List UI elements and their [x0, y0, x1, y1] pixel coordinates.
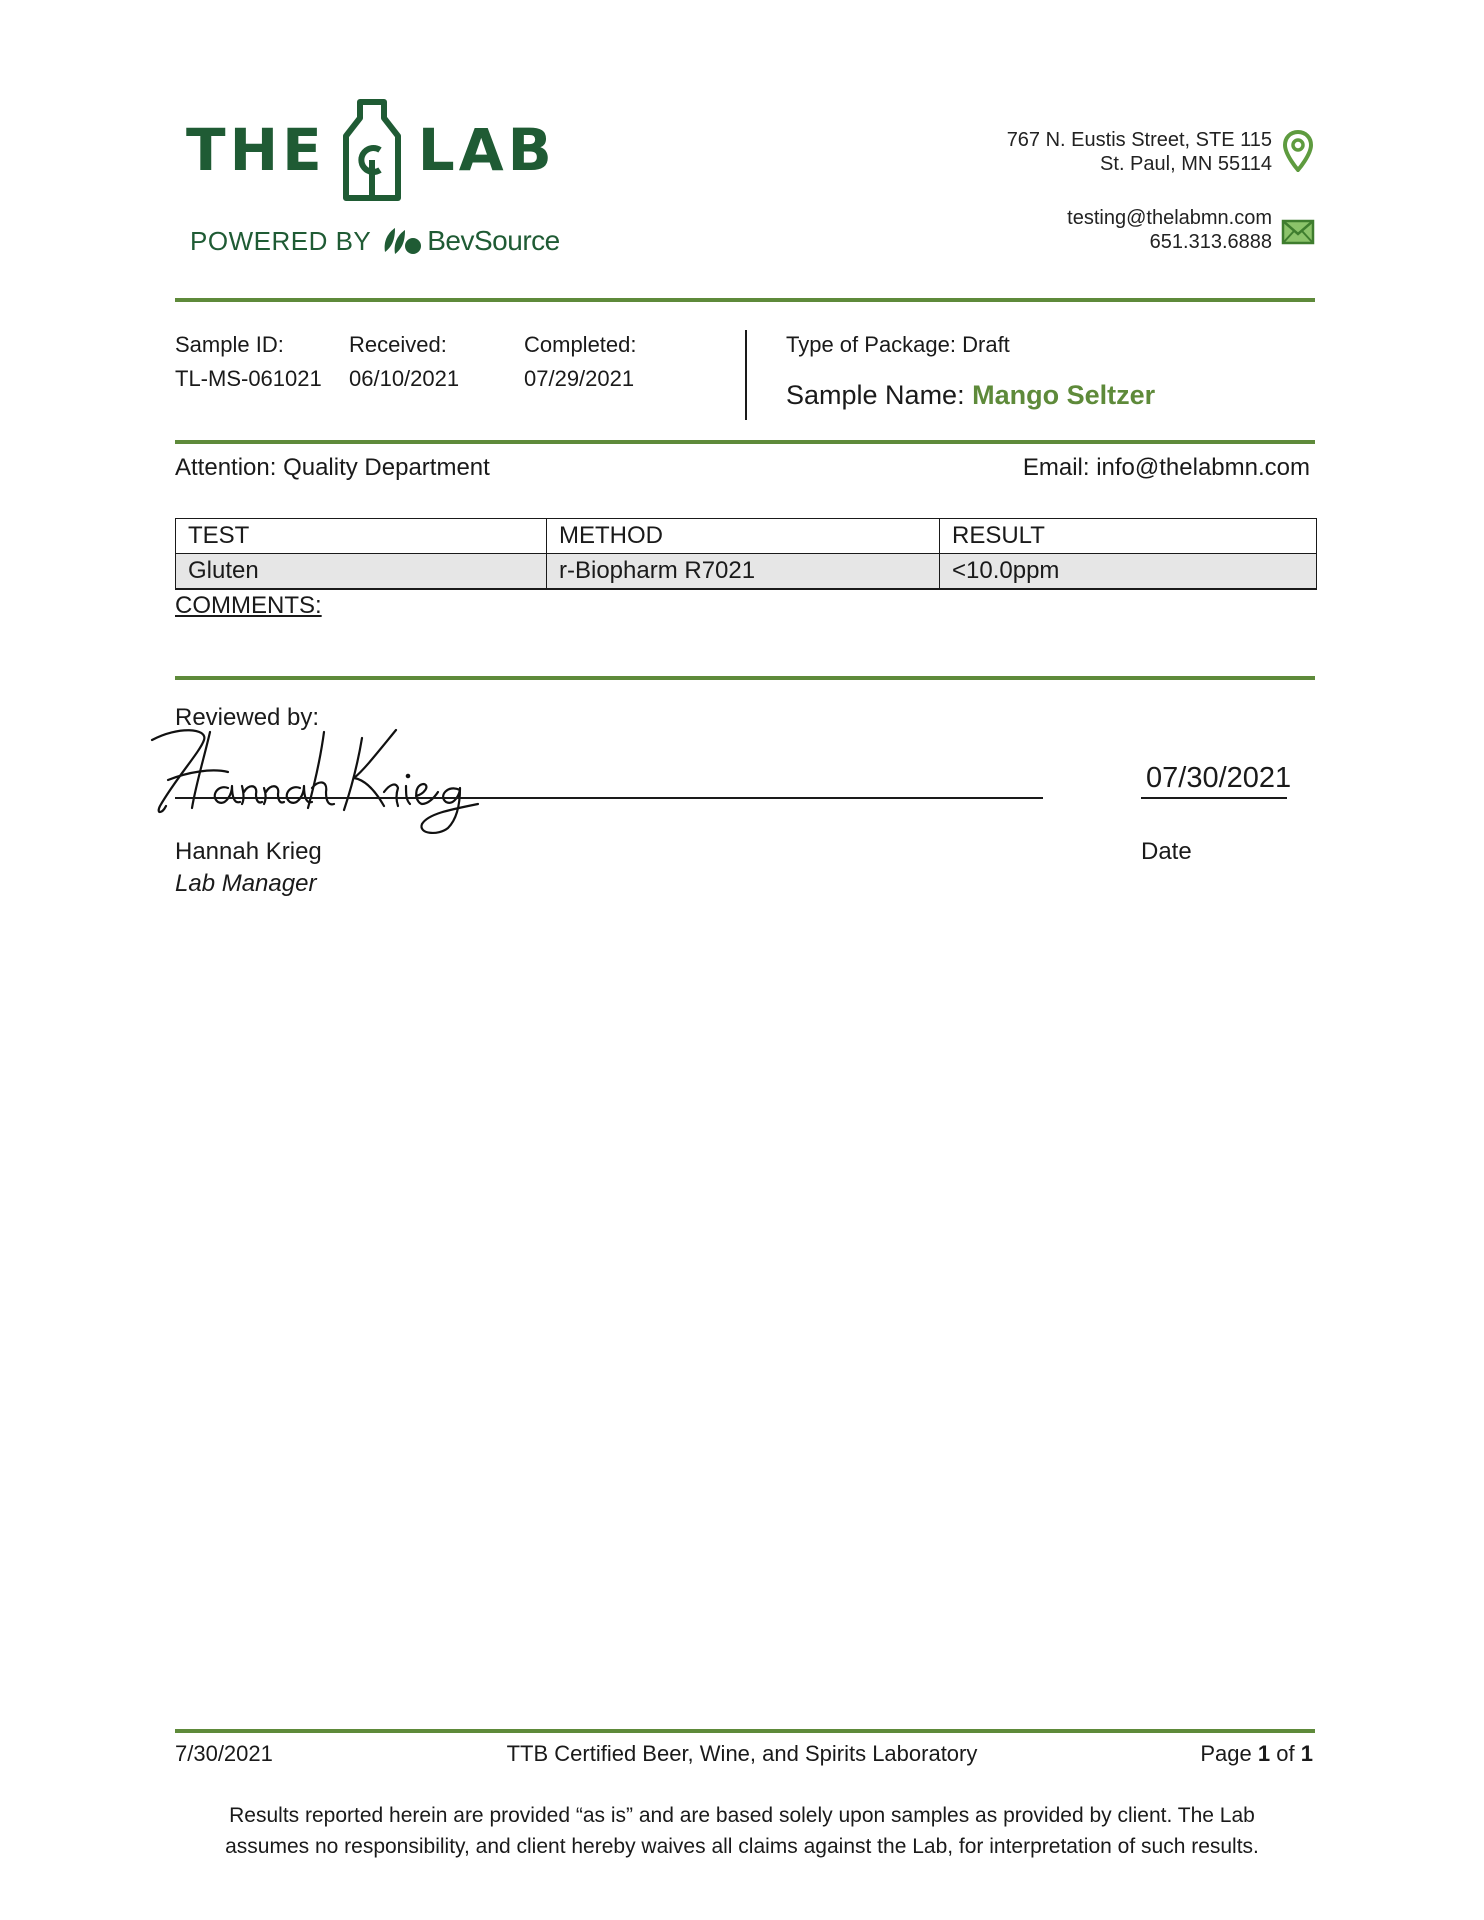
contact-email[interactable]: testing@thelabmn.com	[1067, 207, 1272, 229]
info-divider	[175, 440, 1315, 444]
info-separator	[745, 330, 747, 420]
reviewer-title: Lab Manager	[175, 870, 317, 897]
logo-word-lab: LAB	[417, 116, 556, 184]
address-line1: 767 N. Eustis Street, STE 115	[1006, 129, 1272, 151]
footer-divider	[175, 1729, 1315, 1733]
date-label: Date	[1141, 838, 1192, 865]
bevsource-brand: BevSource	[427, 225, 560, 256]
powered-by	[190, 224, 560, 258]
sample-name: Sample Name: Mango Seltzer	[786, 380, 1156, 410]
results-table	[175, 518, 1317, 590]
cell-method: r-Biopharm R7021	[547, 554, 940, 590]
page-prefix: Page	[1200, 1741, 1252, 1766]
signature-line	[175, 797, 1043, 799]
address-block	[1007, 128, 1272, 176]
sample-name-value: Mango Seltzer	[972, 380, 1156, 410]
attention-text: Attention: Quality Department	[175, 454, 490, 481]
reviewed-by-label: Reviewed by:	[175, 704, 320, 731]
attention-email[interactable]: Email: info@thelabmn.com	[1022, 454, 1310, 481]
package-label: Type of Package:	[786, 332, 956, 357]
address-line2: St. Paul, MN 55114	[1100, 153, 1272, 175]
sample-name-label: Sample Name	[786, 380, 958, 410]
contact-block	[1067, 206, 1272, 254]
disclaimer-line1: Results reported herein are provided “as is” and are based solely upon samples as provided by client. The Lab	[229, 1804, 1255, 1827]
footer-certification: TTB Certified Beer, Wine, and Spirits Laboratory	[506, 1741, 978, 1766]
map-pin-icon	[1283, 130, 1313, 172]
page-current: 1	[1257, 1741, 1271, 1766]
disclaimer-line2: assumes no responsibility, and client hereby waives all claims against the Lab, for interpretation of such results.	[225, 1835, 1259, 1858]
disclaimer	[0, 1800, 1484, 1862]
lab-logo	[186, 95, 556, 205]
sample-id-label: Sample ID:	[175, 332, 284, 357]
bevsource-leaf-icon	[381, 224, 421, 258]
date-line	[1141, 797, 1287, 799]
completed-value: 07/29/2021	[524, 366, 635, 391]
bottle-logo-icon	[340, 98, 404, 202]
page-number	[1200, 1741, 1313, 1767]
table-header-row	[176, 519, 1317, 554]
package-type	[786, 332, 1010, 358]
header-test: TEST	[176, 519, 547, 554]
comments-divider	[175, 676, 1315, 680]
received-value: 06/10/2021	[349, 366, 460, 391]
table-row	[176, 554, 1317, 590]
comments-label: COMMENTS:	[175, 592, 322, 619]
completed-label: Completed:	[524, 332, 637, 357]
footer-date: 7/30/2021	[175, 1741, 273, 1766]
header-result: RESULT	[940, 519, 1317, 554]
envelope-icon	[1281, 219, 1315, 245]
review-date-value: 07/30/2021	[1146, 762, 1292, 794]
page-total: 1	[1300, 1741, 1313, 1766]
received-label: Received:	[349, 332, 447, 357]
header-method: METHOD	[547, 519, 940, 554]
logo-word-the: THE	[186, 116, 326, 184]
contact-phone[interactable]: 651.313.6888	[1149, 231, 1272, 253]
header-divider	[175, 298, 1315, 302]
handwritten-signature	[148, 722, 558, 838]
cell-result: <10.0ppm	[940, 554, 1317, 590]
page-of: of	[1276, 1741, 1295, 1766]
reviewer-name: Hannah Krieg	[175, 838, 322, 865]
sample-id-value: TL-MS-061021	[175, 366, 322, 391]
powered-by-text: POWERED BY	[190, 225, 372, 256]
cell-test: Gluten	[176, 554, 547, 590]
package-value: Draft	[962, 332, 1010, 357]
